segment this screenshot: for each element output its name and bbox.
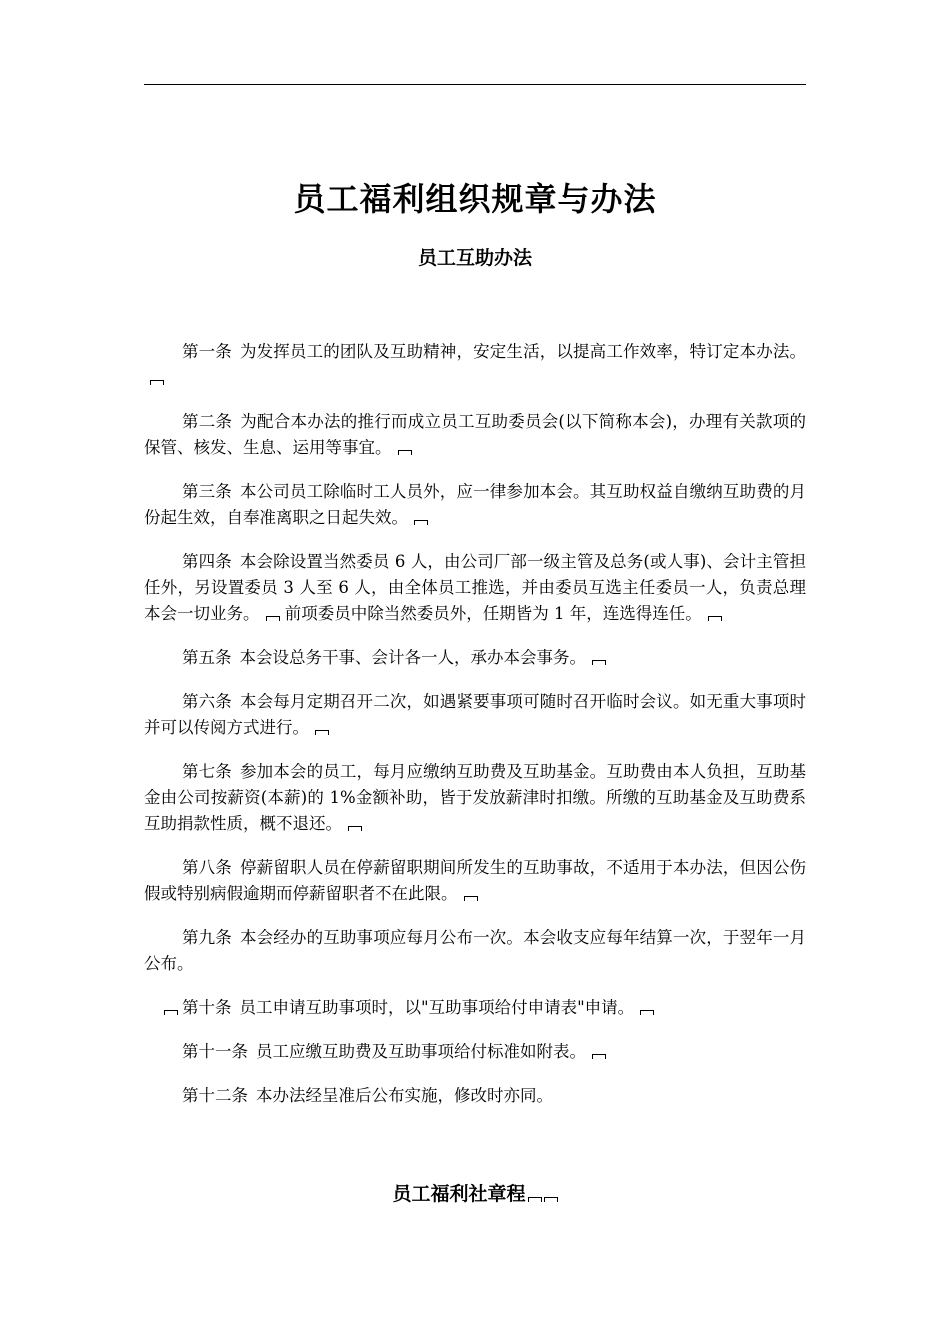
article-5: 第五条 本会设总务干事、会计各一人，承办本会事务。 (144, 645, 806, 671)
article-9: 第九条 本会经办的互助事项应每月公布一次。本会收支应每年结算一次，于翌年一月公布。 (144, 928, 807, 973)
section-title-welfare-society: 员工福利社章程 (144, 1180, 806, 1208)
paragraph-mark-icon (164, 1010, 178, 1015)
paragraph-mark-icon (544, 1197, 558, 1202)
header-rule (144, 84, 806, 85)
paragraph-mark-icon (592, 1054, 606, 1059)
article-11: 第十一条 员工应缴互助费及互助事项给付标准如附表。 (144, 1039, 806, 1065)
paragraph-mark-icon (708, 616, 722, 621)
section-title-mutual-aid: 员工互助办法 (417, 247, 532, 269)
paragraph-mark-icon (528, 1197, 542, 1202)
article-list (144, 339, 806, 1127)
paragraph-mark-icon (398, 450, 412, 455)
article-6: 第六条 本会每月定期召开二次，如遇紧要事项可随时召开临时会议。如无重大事项时并可以传阅方式进行。 (144, 692, 807, 737)
article-7: 第七条 参加本会的员工，每月应缴纳互助费及互助基金。互助费由本人负担，互助基金由公司按薪资(本薪)的 1%金额补助，皆于发放薪津时扣缴。所缴的互助基金及互助费系互助捐款性质，概不退还。 (144, 762, 807, 833)
article-1: 第一条 为发挥员工的团队及互助精神，安定生活，以提高工作效率，特订定本办法。 (144, 339, 806, 391)
paragraph-mark-icon (348, 826, 362, 831)
paragraph-mark-icon (592, 660, 606, 665)
article-4: 第四条 本会除设置当然委员 6 人，由公司厂部一级主管及总务(或人事)、会计主管担任外，另设置委员 3 人至 6 人，由全体员工推选，并由委员互选主任委员一人，负责总理本会一切业务。 前项委员中除当然委员外，任期皆为 1 年，连选得连任。 (144, 552, 806, 623)
article-3: 第三条 本公司员工除临时工人员外，应一律参加本会。其互助权益自缴纳互助费的月份起生效，自奉准离职之日起失效。 (144, 482, 807, 527)
paragraph-mark-icon (266, 616, 280, 621)
paragraph-mark-icon (150, 380, 164, 385)
paragraph-mark-icon (640, 1010, 654, 1015)
article-10: 第十条 员工申请互助事项时，以"互助事项给付申请表"申请。 (144, 995, 806, 1021)
article-2: 第二条 为配合本办法的推行而成立员工互助委员会(以下简称本会)，办理有关款项的保管、核发、生息、运用等事宜。 (144, 412, 807, 457)
document-title: 员工福利组织规章与办法 (293, 180, 657, 218)
paragraph-mark-icon (315, 730, 329, 735)
article-8: 第八条 停薪留职人员在停薪留职期间所发生的互助事故，不适用于本办法，但因公伤假或特别病假逾期而停薪留职者不在此限。 (144, 858, 807, 903)
article-12: 第十二条 本办法经呈准后公布实施，修改时亦同。 (182, 1086, 553, 1105)
paragraph-mark-icon (414, 520, 428, 525)
paragraph-mark-icon (464, 896, 478, 901)
